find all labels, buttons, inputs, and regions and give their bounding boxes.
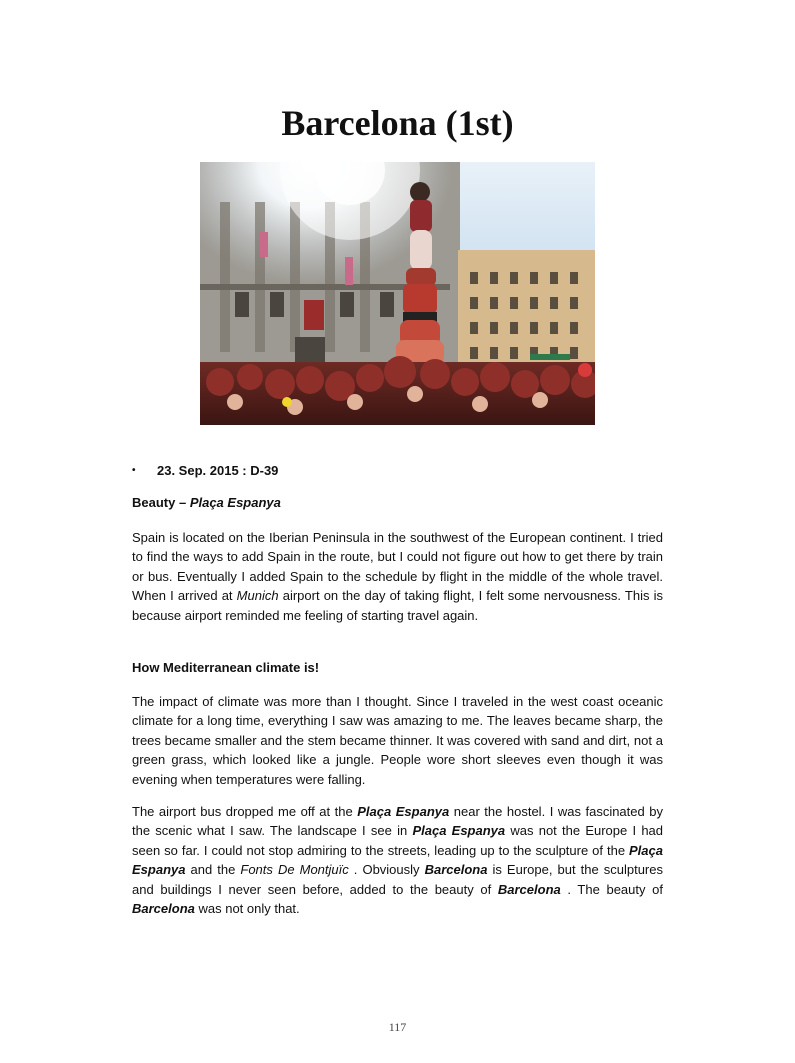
castellers-human-tower-photo-icon [200, 162, 595, 425]
page-title: Barcelona (1st) [281, 103, 514, 143]
paragraph-spain: Spain is located on the Iberian Peninsula in the southwest of the European continent. I tried to find the ways to add Spain in the route, but I could not figure out how to get there by train or bus. Eventually I added Spain to the schedule by flight in the middle of the whole travel. When I arrived at Munich airport on the day of taking flight, I felt some nervousness. This is because airport reminded me feeling of starting travel again. [132, 530, 663, 623]
entry-date: 23. Sep. 2015 : D-39 [157, 463, 279, 478]
page-number: 117 [388, 1020, 407, 1034]
section-heading-climate: How Mediterranean climate is! [132, 660, 320, 675]
paragraph-climate: The impact of climate was more than I thought. Since I traveled in the west coast oceanic climate for a long time, everything I saw was amazing to me. The leaves became sharp, the trees became smaller and the stem became thinner. It was covered with sand and dirt, not a green grass, which looked like a jungle. People wore short sleeves even though it was evening when temperatures were falling. [132, 694, 663, 787]
castellers-photo [200, 162, 595, 425]
munich-text: Munich [236, 588, 279, 604]
bullet-icon: • [132, 465, 136, 476]
section-heading-beauty: Beauty – Plaça Espanya [132, 495, 281, 510]
paragraph-placa-espanya: The airport bus dropped me off at the Plaça Espanya near the hostel. I was fascinated by the scenic what I saw. The landscape I see in Plaça Espanya was not the Europe I had seen so far. I could not stop admiring to the streets, leading up to the sculpture of the Plaça Espanya and the Fonts De Montjuïc . Obviously Barcelona is Europe, but the sculptures and buildings I never seen before, added to the beauty of Barcelona . The beauty of Barcelona was not only that. [132, 804, 664, 917]
heading-place: Plaça Espanya [189, 495, 281, 510]
